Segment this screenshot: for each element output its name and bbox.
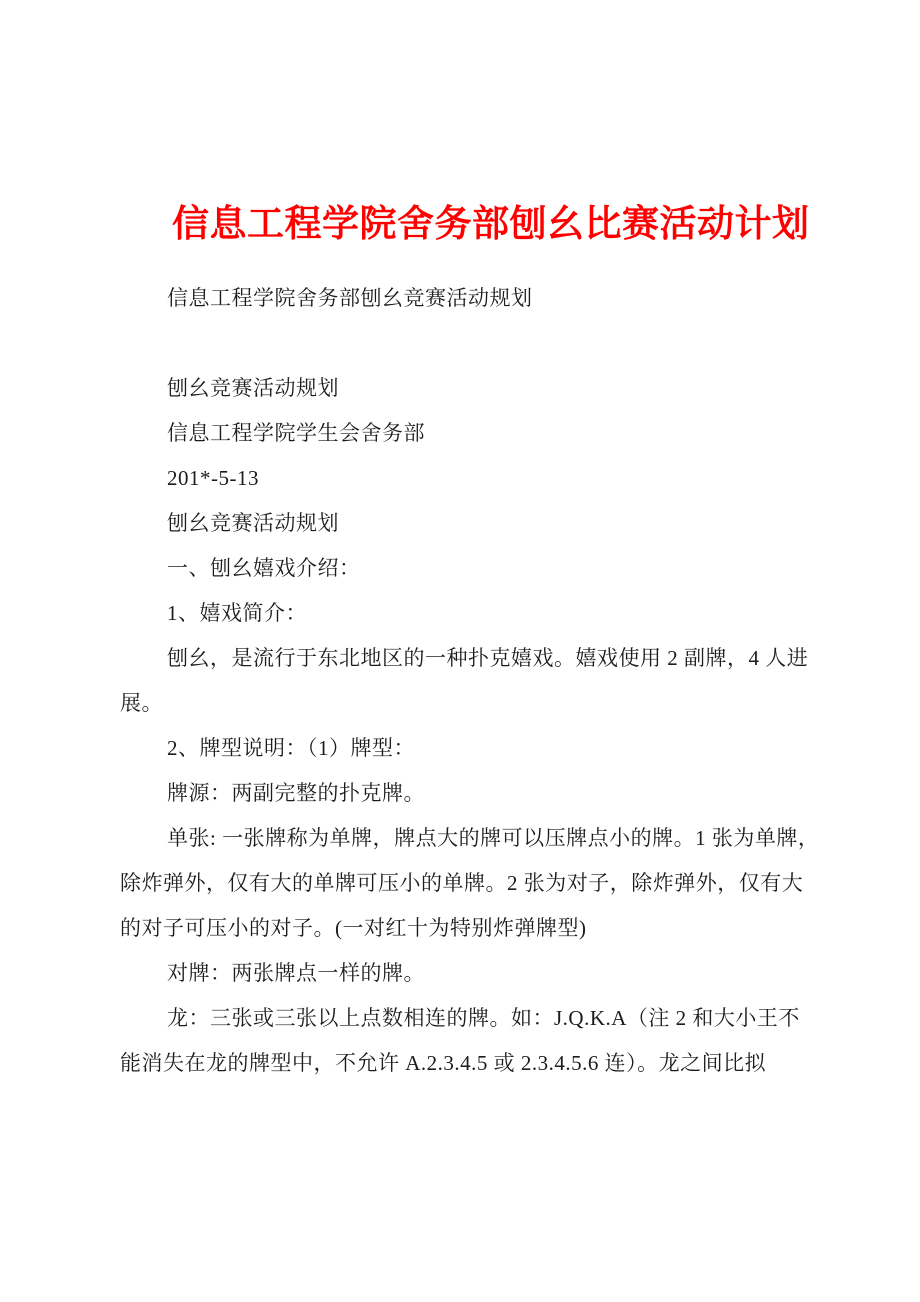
text-line: 201*-5-13 — [167, 466, 259, 490]
text-line: 龙：三张或三张以上点数相连的牌。如：J.Q.K.A（注 2 和大小王不 — [167, 1006, 800, 1030]
document-title: 信息工程学院舍务部刨幺比赛活动计划 — [172, 204, 810, 245]
text-line: 信息工程学院舍务部刨幺竞赛活动规划 — [167, 286, 533, 310]
document-body — [120, 276, 840, 1086]
text-line: 一、刨幺嬉戏介绍： — [167, 556, 361, 580]
text-line: 牌源：两副完整的扑克牌。 — [167, 781, 425, 805]
text-line: 单张: 一张牌称为单牌，牌点大的牌可以压牌点小的牌。1 张为单牌， — [167, 826, 820, 850]
text-line: 刨幺竞赛活动规划 — [167, 376, 339, 400]
text-line: 展。 — [120, 691, 163, 715]
text-line: 对牌：两张牌点一样的牌。 — [167, 961, 425, 985]
text-line: 刨幺，是流行于东北地区的一种扑克嬉戏。嬉戏使用 2 副牌，4 人进 — [167, 646, 809, 670]
text-line: 能消失在龙的牌型中，不允许 A.2.3.4.5 或 2.3.4.5.6 连）。龙之间比拟 — [120, 1051, 767, 1075]
text-line: 1、嬉戏简介： — [167, 601, 307, 625]
blank-line — [120, 321, 840, 366]
text-line: 信息工程学院学生会舍务部 — [167, 421, 425, 445]
text-line: 2、牌型说明：（1）牌型： — [167, 736, 415, 760]
text-line: 除炸弹外，仅有大的单牌可压小的单牌。2 张为对子，除炸弹外，仅有大 — [120, 871, 804, 895]
text-line: 刨幺竞赛活动规划 — [167, 511, 339, 535]
text-line: 的对子可压小的对子。(一对红十为特别炸弹牌型) — [120, 916, 587, 940]
